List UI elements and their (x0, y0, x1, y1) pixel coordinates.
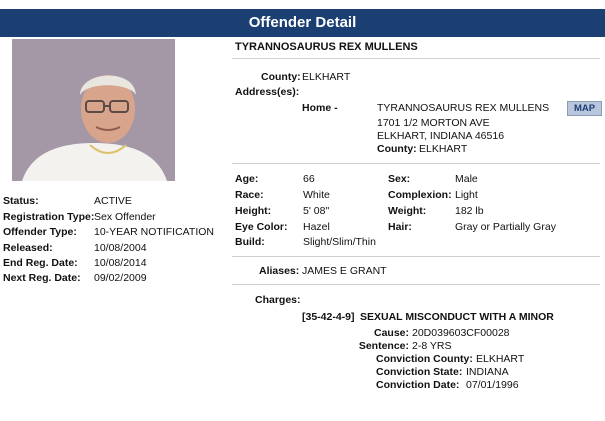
status-value: ACTIVE (94, 195, 132, 207)
offender-photo-image (12, 39, 175, 181)
eye-color-label: Eye Color: (235, 221, 288, 233)
cause-value: 20D039603CF00028 (412, 327, 510, 339)
race-value: White (303, 189, 330, 201)
complexion-label: Complexion: (388, 189, 452, 201)
registration-type-value: Sex Offender (94, 211, 156, 223)
age-value: 66 (303, 173, 315, 185)
charges-label: Charges: (255, 294, 301, 306)
page-header (0, 9, 605, 37)
conviction-county-value: ELKHART (476, 353, 525, 365)
offender-name: TYRANNOSAURUS REX MULLENS (235, 41, 418, 53)
county-value: ELKHART (302, 71, 351, 83)
build-value: Slight/Slim/Thin (303, 236, 376, 248)
divider (232, 256, 600, 257)
hair-value: Gray or Partially Gray (455, 221, 556, 233)
conviction-state-value: INDIANA (466, 366, 509, 378)
divider (232, 58, 600, 59)
next-reg-date-value: 09/02/2009 (94, 272, 147, 284)
offender-photo (12, 39, 175, 181)
offender-type-label: Offender Type: (3, 226, 77, 238)
divider (232, 163, 600, 164)
offender-type-value: 10-YEAR NOTIFICATION (94, 226, 214, 238)
hair-label: Hair: (388, 221, 412, 233)
home-name: TYRANNOSAURUS REX MULLENS (377, 102, 550, 114)
status-label: Status: (3, 195, 39, 207)
weight-label: Weight: (388, 205, 427, 217)
cause-label: Cause: (373, 327, 409, 339)
aliases-value: JAMES E GRANT (302, 265, 387, 277)
height-label: Height: (235, 205, 272, 217)
sex-label: Sex: (388, 173, 411, 185)
complexion-value: Light (455, 189, 478, 201)
aliases-label: Aliases: (259, 265, 300, 277)
page-title: Offender Detail (248, 14, 357, 31)
sentence-value: 2-8 YRS (412, 340, 452, 352)
height-value: 5' 08" (303, 205, 330, 217)
next-reg-date-label: Next Reg. Date: (3, 272, 81, 284)
released-value: 10/08/2004 (94, 242, 147, 254)
weight-value: 182 lb (455, 205, 484, 217)
end-reg-date-value: 10/08/2014 (94, 257, 147, 269)
home-street: 1701 1/2 MORTON AVE (377, 117, 490, 129)
sentence-label: Sentence: (358, 340, 409, 352)
home-county-label: County: (377, 143, 417, 155)
charge-code: [35-42-4-9] (302, 311, 355, 323)
divider (232, 284, 600, 285)
end-reg-date-label: End Reg. Date: (3, 257, 78, 269)
race-label: Race: (235, 189, 264, 201)
sex-value: Male (455, 173, 478, 185)
home-county-value: ELKHART (419, 143, 468, 155)
conviction-state-label: Conviction State: (376, 366, 463, 378)
charge-title: SEXUAL MISCONDUCT WITH A MINOR (360, 311, 554, 323)
released-label: Released: (3, 242, 53, 254)
home-label: Home - (302, 102, 338, 114)
addresses-label: Address(es): (235, 86, 300, 98)
conviction-county-label: Conviction County: (376, 353, 473, 365)
county-label: County: (261, 71, 301, 83)
home-city: ELKHART, INDIANA 46516 (377, 130, 505, 142)
conviction-date-value: 07/01/1996 (466, 379, 519, 391)
eye-color-value: Hazel (303, 221, 330, 233)
conviction-date-label: Conviction Date: (376, 379, 460, 391)
build-label: Build: (235, 236, 265, 248)
map-button[interactable]: MAP (567, 101, 602, 116)
registration-type-label: Registration Type: (3, 211, 95, 223)
age-label: Age: (235, 173, 259, 185)
